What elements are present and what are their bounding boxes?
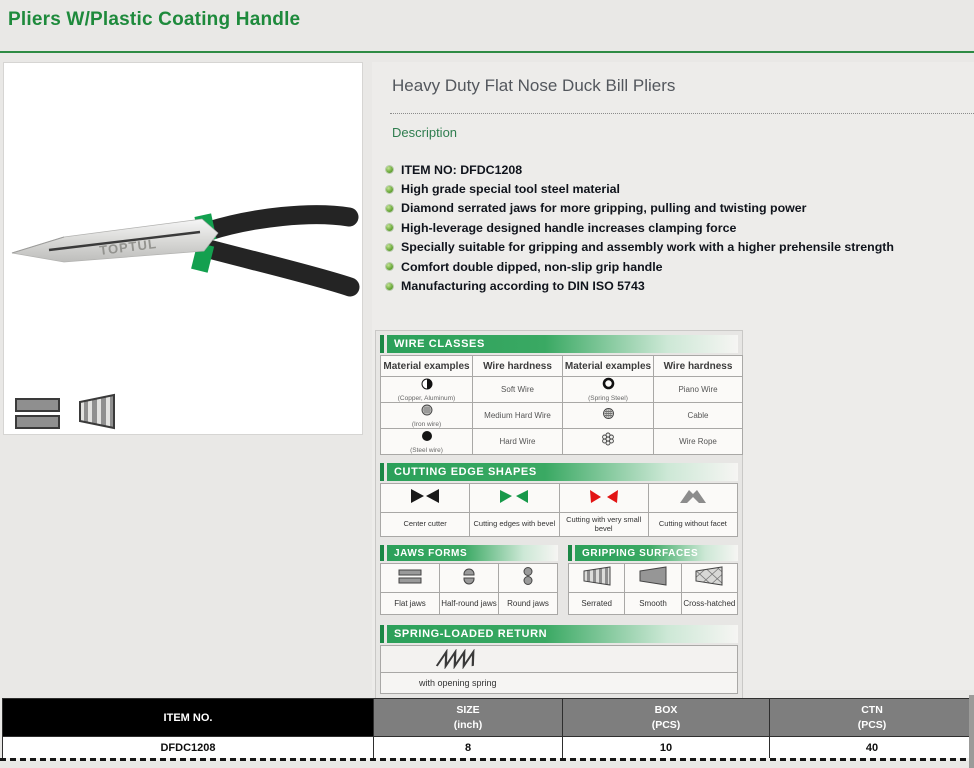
list-item bbox=[386, 179, 894, 198]
round-jaws-icon bbox=[520, 566, 536, 586]
list-item bbox=[386, 238, 894, 257]
table-row bbox=[381, 593, 558, 615]
feature-text: High grade special tool steel material bbox=[401, 182, 620, 197]
cable-section-icon bbox=[602, 407, 615, 420]
cutting-edge-shapes-banner bbox=[380, 463, 738, 481]
gripping-surfaces-banner bbox=[568, 545, 738, 561]
notch-gray-icon bbox=[678, 488, 708, 504]
grip-label: Serrated bbox=[569, 593, 625, 615]
banner-bar bbox=[380, 335, 384, 353]
jaws-label: Half-round jaws bbox=[440, 593, 499, 615]
feature-thumbnails bbox=[14, 393, 120, 430]
bullet-icon bbox=[386, 263, 393, 270]
feature-text: Comfort double dipped, non-slip grip handle bbox=[401, 259, 663, 274]
spring-icon bbox=[433, 649, 479, 669]
list-item bbox=[386, 199, 894, 218]
brand-text: TOPTUL bbox=[98, 236, 158, 258]
pliers-image bbox=[4, 63, 362, 434]
spec-card bbox=[375, 330, 743, 700]
spring-loaded-banner bbox=[380, 625, 738, 643]
half-round-jaws-icon bbox=[461, 566, 477, 586]
feature-text: ITEM NO: DFDC1208 bbox=[401, 162, 523, 177]
bullet-icon bbox=[386, 224, 393, 231]
grip-label: Cross-hatched bbox=[681, 593, 737, 615]
jaws-label: Flat jaws bbox=[381, 593, 440, 615]
table-row bbox=[3, 737, 974, 759]
serrated-surface-icon[interactable] bbox=[76, 393, 120, 430]
hardness-label: Medium Hard Wire bbox=[473, 403, 563, 429]
shape-label: Cutting edges with bevel bbox=[470, 513, 559, 537]
table-header-row bbox=[3, 699, 974, 737]
feature-text: Diamond serrated jaws for more gripping, pulling and twisting power bbox=[401, 201, 807, 216]
gripping-surfaces-block bbox=[568, 545, 738, 615]
material-label: (Steel wire) bbox=[410, 447, 443, 454]
ring-circle-icon bbox=[602, 377, 615, 390]
item-no-value: DFDC1208 bbox=[3, 737, 374, 759]
list-item bbox=[386, 160, 894, 179]
banner-bar bbox=[380, 463, 384, 481]
banner-bar bbox=[380, 545, 384, 561]
bullet-icon bbox=[386, 205, 393, 212]
hardness-label: Cable bbox=[654, 403, 743, 429]
bowtie-red-icon bbox=[589, 488, 619, 504]
banner-title: SPRING-LOADED RETURN bbox=[387, 625, 738, 643]
table-row bbox=[381, 513, 738, 537]
description-panel bbox=[372, 62, 974, 690]
product-title: Heavy Duty Flat Nose Duck Bill Pliers bbox=[392, 76, 676, 95]
description-heading: Description bbox=[392, 125, 458, 140]
banner-title: GRIPPING SURFACES bbox=[575, 545, 738, 561]
cross-hatched-surface-icon bbox=[693, 566, 725, 586]
column-header: Wire hardness bbox=[654, 356, 743, 377]
item-no-header: ITEM NO. bbox=[3, 699, 374, 737]
title-divider bbox=[0, 51, 974, 53]
shape-label: Cutting without facet bbox=[648, 513, 737, 537]
column-header: Wire hardness bbox=[473, 356, 563, 377]
table-row bbox=[569, 593, 738, 615]
table-row bbox=[381, 484, 738, 513]
table-row bbox=[381, 377, 743, 403]
page-title: Pliers W/Plastic Coating Handle bbox=[8, 9, 301, 30]
shape-label: Cutting with very small bevel bbox=[559, 513, 648, 537]
material-label: (Spring Steel) bbox=[588, 395, 628, 402]
feature-text: Manufacturing according to DIN ISO 5743 bbox=[401, 279, 645, 294]
box-header: BOX (PCS) bbox=[563, 699, 770, 737]
gripping-surfaces-table bbox=[568, 563, 738, 615]
table-row bbox=[381, 403, 743, 429]
cutting-edge-shapes-table bbox=[380, 483, 738, 537]
banner-title: CUTTING EDGE SHAPES bbox=[387, 463, 738, 481]
bullet-icon bbox=[386, 244, 393, 251]
filled-circle-icon bbox=[421, 430, 433, 442]
bullet-icon bbox=[386, 186, 393, 193]
feature-text: High-leverage designed handle increases clamping force bbox=[401, 220, 737, 235]
rope-section-icon bbox=[601, 432, 615, 446]
scrollbar-fragment[interactable] bbox=[969, 695, 974, 768]
bullet-icon bbox=[386, 166, 393, 173]
jaws-forms-banner bbox=[380, 545, 558, 561]
wire-classes-banner bbox=[380, 335, 738, 353]
list-item bbox=[386, 257, 894, 276]
hardness-label: Soft Wire bbox=[473, 377, 563, 403]
list-item bbox=[386, 218, 894, 237]
grip-label: Smooth bbox=[625, 593, 681, 615]
hardness-label: Wire Rope bbox=[654, 429, 743, 455]
wire-classes-table bbox=[380, 355, 743, 455]
banner-title: WIRE CLASSES bbox=[387, 335, 738, 353]
feature-list bbox=[386, 160, 894, 296]
material-label: (Copper, Aluminum) bbox=[397, 395, 456, 402]
material-label: (Iron wire) bbox=[411, 421, 442, 428]
bullet-icon bbox=[386, 283, 393, 290]
smooth-surface-icon bbox=[637, 566, 669, 586]
box-value: 10 bbox=[563, 737, 770, 759]
list-item bbox=[386, 276, 894, 295]
banner-title: JAWS FORMS bbox=[387, 545, 558, 561]
banner-bar bbox=[568, 545, 572, 561]
size-value: 8 bbox=[374, 737, 563, 759]
specification-table bbox=[2, 698, 974, 759]
table-row bbox=[381, 429, 743, 455]
table-row bbox=[569, 564, 738, 593]
jaws-label: Round jaws bbox=[499, 593, 558, 615]
bottom-dashed-divider bbox=[0, 758, 974, 761]
jaws-forms-block bbox=[380, 545, 558, 615]
bowtie-green-icon bbox=[499, 488, 529, 504]
column-header: Material examples bbox=[563, 356, 654, 377]
serrated-surface-icon bbox=[581, 566, 613, 586]
half-filled-circle-icon bbox=[421, 378, 433, 390]
spring-loaded-box bbox=[380, 645, 738, 694]
hardness-label: Piano Wire bbox=[654, 377, 743, 403]
flat-jaws-icon bbox=[397, 566, 423, 586]
flat-jaws-icon[interactable] bbox=[14, 397, 62, 430]
dotted-divider bbox=[390, 113, 974, 114]
banner-bar bbox=[380, 625, 384, 643]
ctn-value: 40 bbox=[770, 737, 974, 759]
hatched-circle-icon bbox=[421, 404, 433, 416]
spring-label: with opening spring bbox=[381, 673, 737, 693]
hardness-label: Hard Wire bbox=[473, 429, 563, 455]
product-photo-panel bbox=[3, 62, 363, 435]
shape-label: Center cutter bbox=[381, 513, 470, 537]
size-header: SIZE (inch) bbox=[374, 699, 563, 737]
feature-text: Specially suitable for gripping and assembly work with a higher prehensile strength bbox=[401, 240, 894, 255]
ctn-header: CTN (PCS) bbox=[770, 699, 974, 737]
table-row bbox=[381, 564, 558, 593]
bowtie-black-icon bbox=[410, 488, 440, 504]
column-header: Material examples bbox=[381, 356, 473, 377]
jaws-forms-table bbox=[380, 563, 558, 615]
